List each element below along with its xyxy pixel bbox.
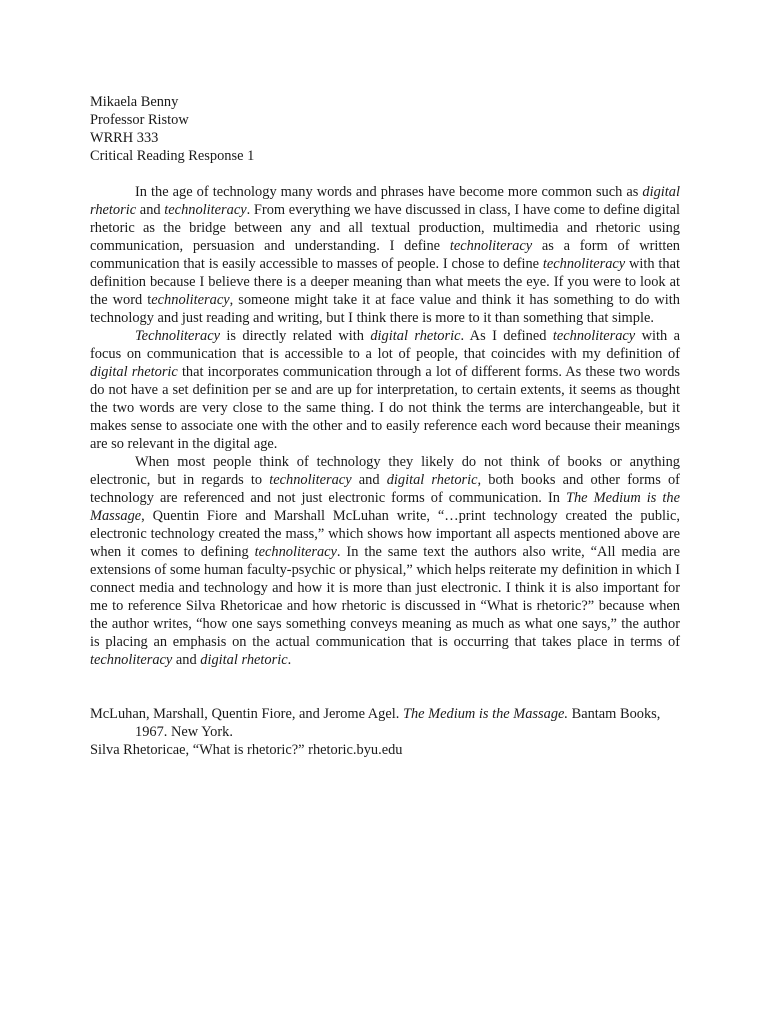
paragraph (90, 183, 680, 327)
text-run: with that definition because I believe there is a deeper meaning than what meets the eye. If you were to look at the word t (90, 256, 680, 308)
text-run: as a form of written communication that is easily accessible to masses of people. I chose to define (90, 238, 680, 272)
italic-term: Technoliteracy (135, 328, 220, 344)
text-run: and (172, 652, 201, 668)
essay-body (90, 183, 680, 669)
professor-name: Professor Ristow (90, 112, 189, 128)
italic-term: The Medium is the Massage. (402, 706, 569, 722)
italic-term: technoliteracy (90, 652, 173, 668)
text-run: and (136, 202, 165, 218)
text-run: McLuhan, Marshall, Quentin Fiore, and Jerome Agel. (90, 706, 403, 722)
italic-term: digital rhetoric (200, 652, 288, 668)
text-run: . As I defined (460, 328, 553, 344)
text-run: Silva Rhetoricae, “What is rhetoric?” rhetoric.byu.edu (90, 742, 403, 758)
document-body (90, 93, 680, 759)
text-run: When most people think of technology they likely do not think of books or anything electronic, but in regards to (90, 454, 680, 488)
text-run: . In the same text the authors also write, “All media are extensions of some human faculty-psychic or physical,” which helps reiterate my definition in which I connect media and technology and how it is more than just electronic. I think it is also important for me to reference Silva Rhetoricae and how rhetoric is discussed in “What is rhetoric?” because when the author writes, “how one says something conveys meaning as much as what one says,” the author is placing an emphasis on the actual communication that is occurring that takes place in terms of (90, 544, 680, 650)
italic-term: digital rhetoric (370, 328, 461, 344)
italic-term: echnoliteracy (151, 292, 230, 308)
citation (90, 705, 680, 741)
italic-term: digital rhetoric (386, 472, 478, 488)
text-run: and (351, 472, 387, 488)
italic-term: technoliteracy (552, 328, 636, 344)
text-run: . (287, 652, 292, 668)
italic-term: The Medium is the Massage (90, 490, 680, 524)
italic-term: digital rhetoric (90, 364, 178, 380)
document-header (90, 93, 680, 165)
works-cited (90, 705, 680, 759)
paragraph (90, 453, 680, 669)
text-run: with a focus on communication that is accessible to a lot of people, that coincides with my definition of (90, 328, 680, 362)
author-name: Mikaela Benny (90, 94, 179, 110)
italic-term: digital rhetoric (90, 184, 680, 218)
italic-term: technoliteracy (269, 472, 352, 488)
italic-term: technoliteracy (449, 238, 533, 254)
paragraph (90, 327, 680, 453)
italic-term: technoliteracy (542, 256, 626, 272)
text-run: that incorporates communication through a lot of different forms. As these two words do not have a set definition per se and are up for interpretation, to certain extents, it seems as thought the two words are very close to the same thing. I do not think the terms are interchangeable, but it makes sense to associate one with the other and to easily reference each word because their meanings are so relevant in the digital age. (90, 364, 680, 452)
text-run: Bantam Books, 1967. New York. (135, 706, 661, 740)
italic-term: technoliteracy (164, 202, 247, 218)
assignment-title: Critical Reading Response 1 (90, 148, 255, 164)
citation (90, 741, 680, 759)
text-run: , Quentin Fiore and Marshall McLuhan write, “…print technology created the public, electronic technology created the mass,” which shows how important all aspects mentioned above are when it comes to defining (90, 508, 680, 560)
text-run: is directly related with (220, 328, 371, 344)
text-run: , someone might take it at face value and think it has something to do with technology and just reading and writing, but I think there is more to it than something that simple. (90, 292, 680, 326)
text-run: In the age of technology many words and phrases have become more common such as (135, 184, 643, 200)
italic-term: technoliteracy (254, 544, 337, 560)
course-code: WRRH 333 (90, 130, 159, 146)
text-run: . From everything we have discussed in class, I have come to define digital rhetoric as the bridge between any and all textual production, multimedia and rhetoric using communication, persuasion and understanding. I define (90, 202, 680, 254)
text-run: , both books and other forms of technology are referenced and not just electronic forms of communication. In (90, 472, 680, 506)
